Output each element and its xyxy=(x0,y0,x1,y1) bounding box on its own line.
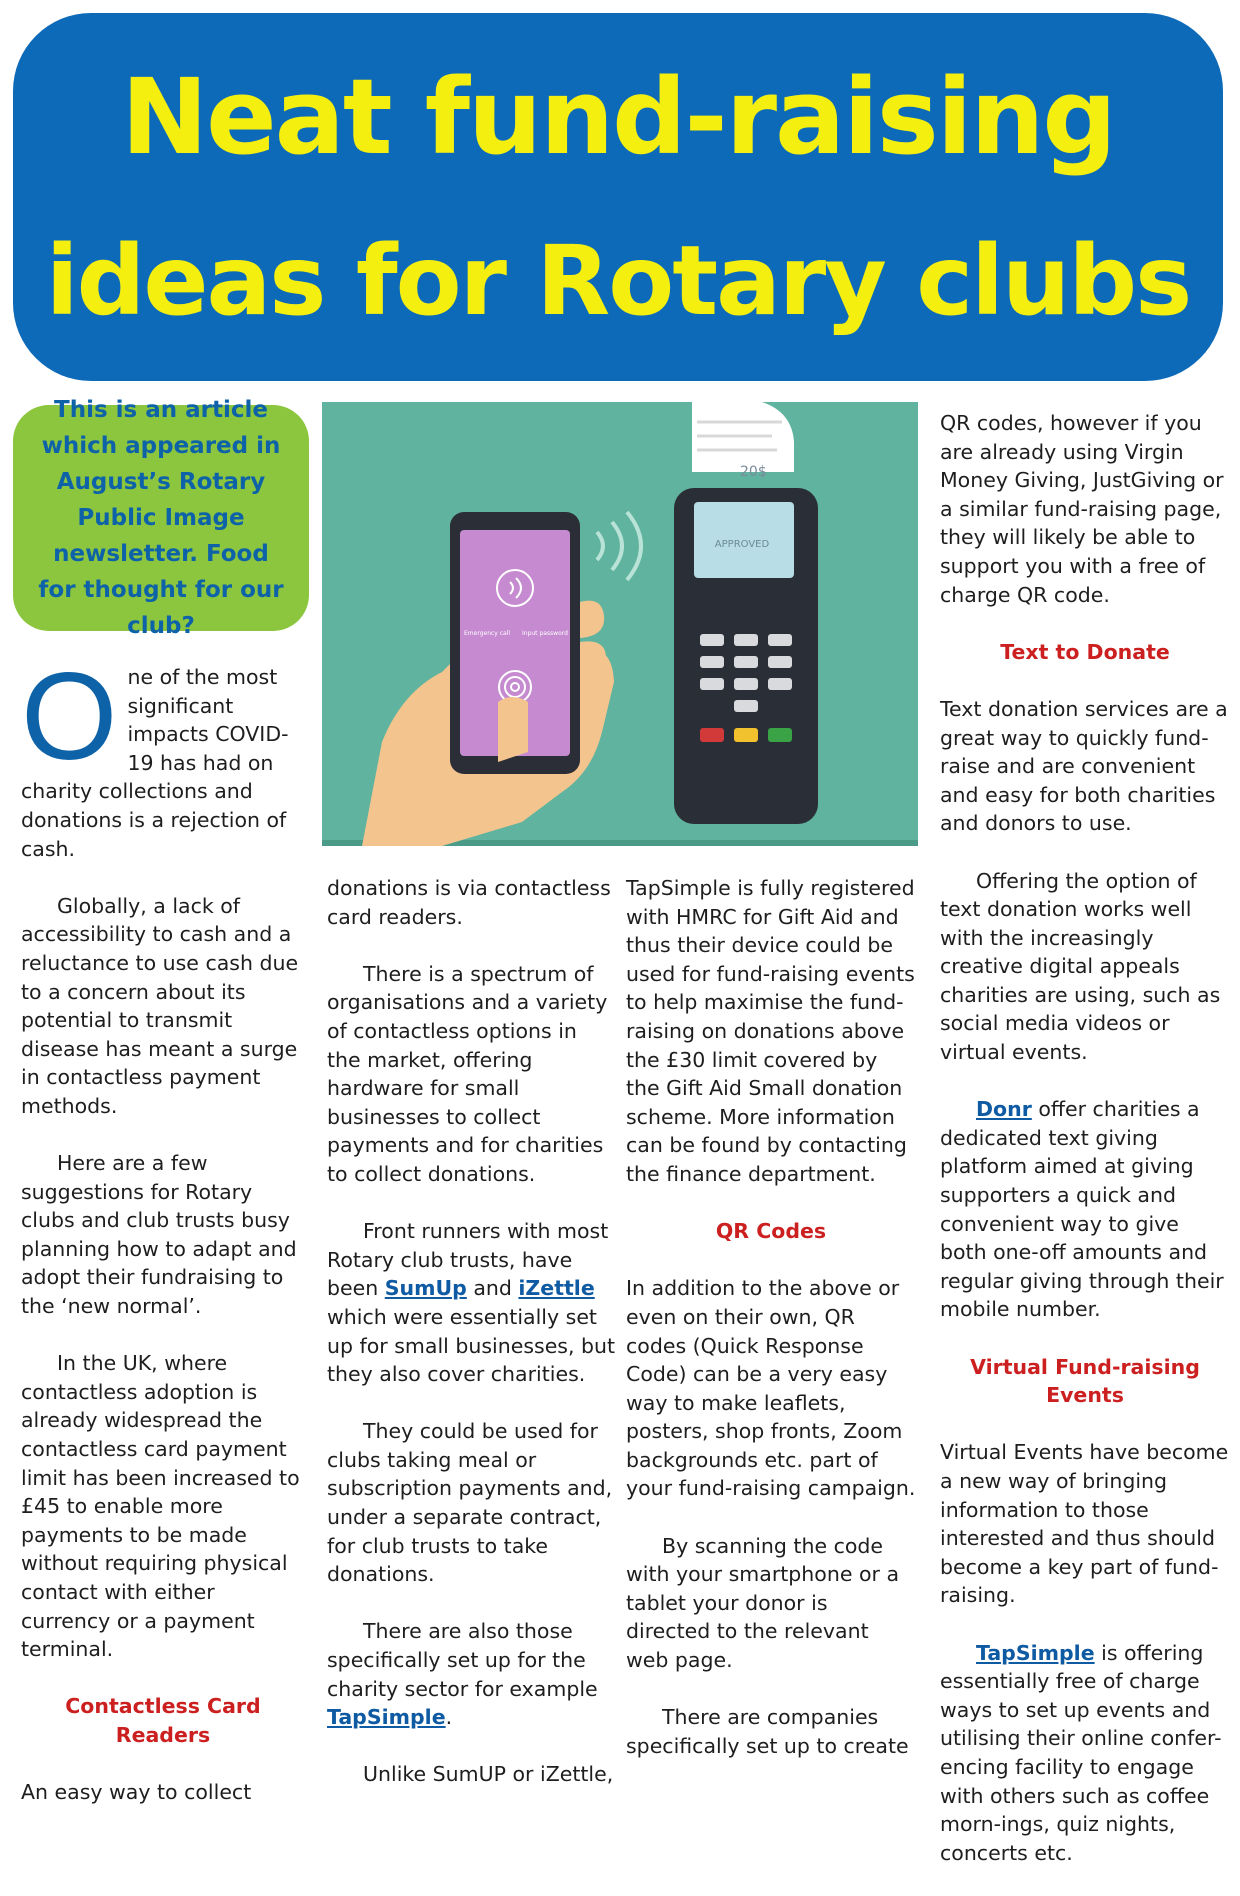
paragraph-easy-way: An easy way to collect xyxy=(21,1780,252,1805)
front-runners-rest: which were essentially set up for small businesses, but they also cover charities. xyxy=(327,1304,616,1387)
link-tapsimple-col4[interactable]: TapSimple xyxy=(976,1640,1095,1665)
paragraph-tapsimple-registered: TapSimple is fully registered with HMRC for Gift Aid and thus their device could be used for fund-raising events to help maximise the fund-raising on donations above the £30 limit covered by the Gift Aid Small donation scheme. More information can be found by contacting the finance department. xyxy=(626,876,915,1186)
paragraph-qr-free: QR codes, however if you are already using Virgin Money Giving, JustGiving or a similar fund-raising page, they will likely be able to support you with a free of charge QR code. xyxy=(940,411,1224,607)
title-line-1: Neat fund-raising xyxy=(121,56,1115,178)
charity-sector-text: There are also those specifically set up for the charity sector for example xyxy=(327,1619,598,1701)
opening-paragraph xyxy=(21,648,305,863)
heading-virtual-events: Virtual Fund-raising Events xyxy=(970,1354,1200,1408)
paragraph-globally: Globally, a lack of accessibility to cash and a reluctance to use cash due to a concern about its potential to transmit disease has meant a surge in contactless payment methods. xyxy=(21,893,299,1118)
donr-text: offer charities a dedicated text giving platform aimed at giving supporters a quick and convenient way to give both one-off amounts and regular giving through their mobile number. xyxy=(940,1097,1224,1322)
and-text: and xyxy=(466,1276,519,1301)
link-sumup[interactable]: SumUp xyxy=(384,1276,467,1301)
paragraph-front-runners xyxy=(327,1217,617,1389)
paragraph-scanning: By scanning the code with your smartphone or a tablet your donor is directed to the relevant web page. xyxy=(626,1533,900,1673)
paragraph-qr-intro: In addition to the above or even on their own, QR codes (Quick Response Code) can be a very easy way to make leaflets, posters, shop fronts, Zoom backgrounds etc. part of your fund-raising campaign. xyxy=(626,1276,916,1501)
intro-callout xyxy=(13,397,309,639)
paragraph-suggestions: Here are a few suggestions for Rotary clubs and club trusts busy planning how to adapt and adopt their fundraising to the ‘new normal’. xyxy=(21,1151,297,1319)
paragraph-donr xyxy=(940,1095,1230,1324)
charity-sector-end: . xyxy=(445,1705,453,1730)
receipt-amount: 20$ xyxy=(740,464,767,480)
front-runners-text: Front runners with most Rotary club trusts, have been xyxy=(327,1219,609,1301)
intro-callout-text: This is an article which appeared in August’s Rotary Public Image newsletter. Food for thought for our club? xyxy=(38,397,284,639)
link-izettle[interactable]: iZettle xyxy=(518,1276,595,1301)
article-column-4 xyxy=(940,409,1230,1896)
terminal-approved: APPROVED xyxy=(714,539,770,550)
phone-password-text: Input password xyxy=(522,630,568,637)
heading-qr-codes: QR Codes xyxy=(715,1219,827,1244)
article-column-1 xyxy=(21,648,305,1835)
dropcap-letter: O xyxy=(21,648,118,786)
article-column-2 xyxy=(327,874,617,1818)
paragraph-tapsimple-events xyxy=(940,1639,1230,1868)
heading-text-to-donate: Text to Donate xyxy=(1000,639,1170,664)
heading-contactless-card-readers: Contactless Card Readers xyxy=(65,1694,261,1747)
paragraph-unlike: Unlike SumUP or iZettle, xyxy=(363,1762,614,1787)
tapsimple-events-text: is offering essentially free of charge ways to set up events and utilising their online confer-encing facility to engage with others such as coffee morn-ings, quiz nights, concerts etc. xyxy=(940,1640,1222,1865)
contactless-payment-illustration xyxy=(322,402,918,846)
paragraph-donations-via: donations is via contactless card readers. xyxy=(327,876,611,929)
article-column-3 xyxy=(626,874,916,1789)
paragraph-spectrum: There is a spectrum of organisations and a variety of contactless options in the market, offering hardware for small businesses to collect payments and for charities to collect donations. xyxy=(327,961,608,1186)
paragraph-virtual-events: Virtual Events have become a new way of bringing information to those interested and thus should become a key part of fund-raising. xyxy=(940,1440,1229,1608)
paragraph-offering-text: Offering the option of text donation works well with the increasingly creative digital appeals charities are using, such as social media videos or virtual events. xyxy=(940,868,1221,1065)
paragraph-uk: In the UK, where contactless adoption is already widespread the contactless card payment limit has been increased to £45 to enable more payments to be made without requiring physical contact with either currency or a payment terminal. xyxy=(21,1351,300,1662)
link-tapsimple-col2[interactable]: TapSimple xyxy=(327,1705,446,1730)
paragraph-companies: There are companies specifically set up to create xyxy=(626,1705,909,1758)
title-line-2: ideas for Rotary clubs xyxy=(45,225,1191,337)
link-donr[interactable]: Donr xyxy=(976,1097,1032,1122)
paragraph-meal-payments: They could be used for clubs taking meal or subscription payments and, under a separate contract, for club trusts to take donations. xyxy=(327,1419,613,1587)
opening-text: ne of the most significant impacts COVID-19 has had on charity collections and donations is a rejection of cash. xyxy=(21,665,289,861)
paragraph-text-donation: Text donation services are a great way to quickly fund-raise and are convenient and easy for both charities and donors to use. xyxy=(940,696,1228,836)
paragraph-charity-sector xyxy=(327,1617,617,1731)
title-banner xyxy=(13,13,1223,381)
phone-emergency-text: Emergency call xyxy=(464,630,511,637)
